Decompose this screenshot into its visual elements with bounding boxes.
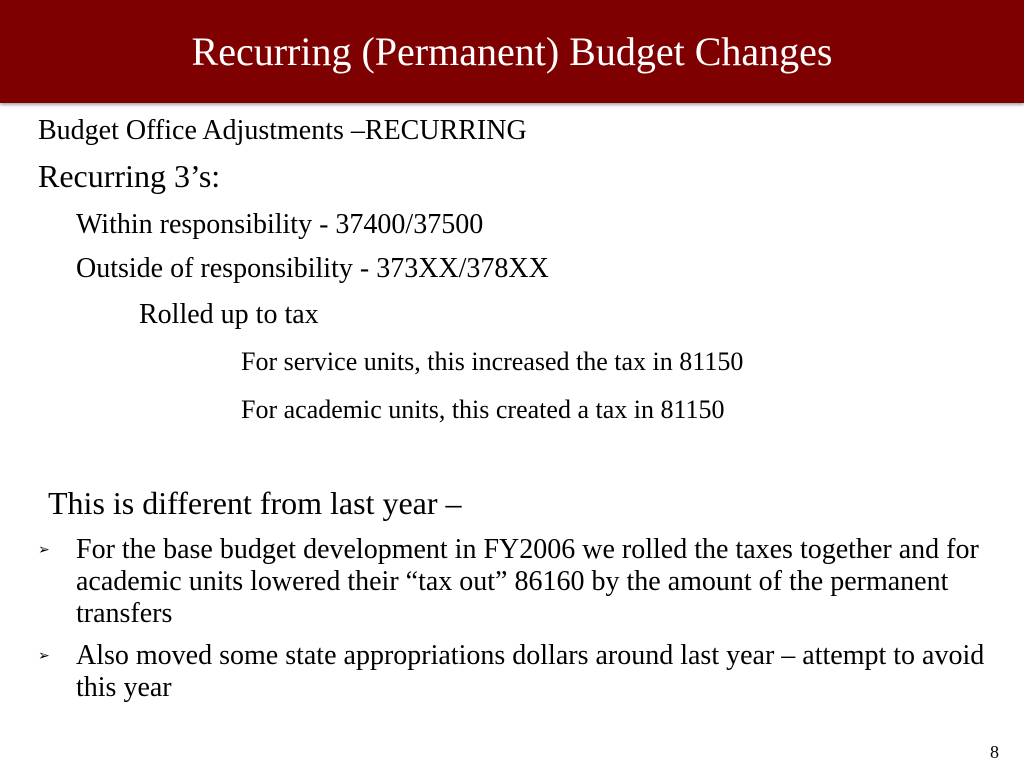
outside-responsibility-line: Outside of responsibility - 373XX/378XX bbox=[76, 253, 549, 284]
academic-units-line: For academic units, this created a tax in 81150 bbox=[241, 395, 725, 424]
slide-title: Recurring (Permanent) Budget Changes bbox=[191, 29, 833, 74]
bullet-text: Also moved some state appropriations dollars around last year – attempt to avoid this year bbox=[76, 640, 985, 703]
rolled-up-line: Rolled up to tax bbox=[139, 299, 319, 330]
bullet-item bbox=[38, 534, 988, 630]
bullet-item bbox=[38, 640, 988, 704]
service-units-line: For service units, this increased the tax in 81150 bbox=[241, 347, 744, 376]
page-number: 8 bbox=[990, 742, 999, 762]
title-bar bbox=[0, 0, 1024, 103]
arrow-bullet-icon: ➢ bbox=[38, 648, 50, 664]
recurring-heading: Recurring 3’s: bbox=[38, 158, 221, 194]
within-responsibility-line: Within responsibility - 37400/37500 bbox=[76, 209, 484, 240]
arrow-bullet-icon: ➢ bbox=[38, 542, 50, 558]
different-heading: This is different from last year – bbox=[48, 485, 462, 521]
subheading: Budget Office Adjustments –RECURRING bbox=[38, 115, 527, 146]
bullet-text: For the base budget development in FY2006 we rolled the taxes together and for academic units lowered their “tax out” 86160 by the amount of the permanent transfers bbox=[76, 534, 979, 629]
